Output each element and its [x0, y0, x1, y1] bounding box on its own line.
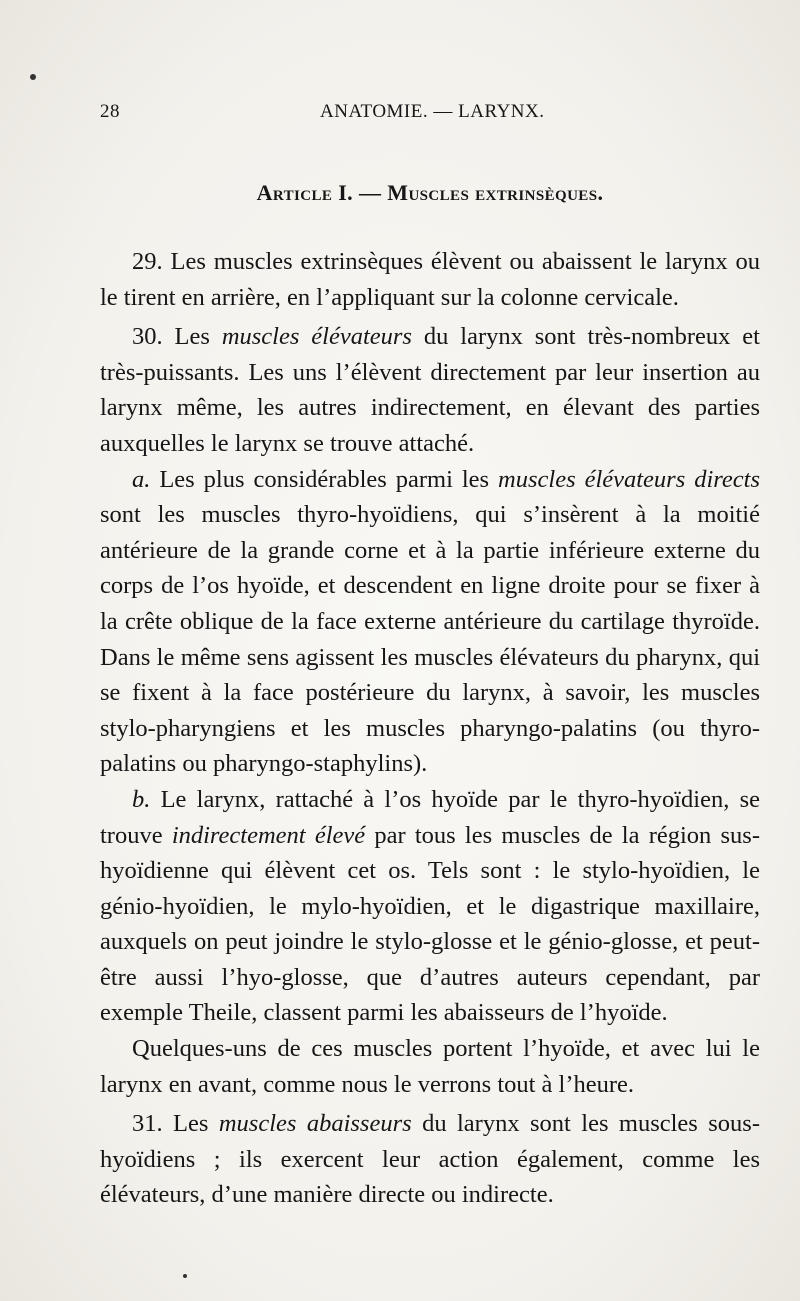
paragraph-29-text: 29. Les muscles extrinsèques élèvent ou abaissent le larynx ou le tirent en arrière, en l’appliquant sur la colonne cervicale. — [100, 248, 760, 311]
paragraph-30 — [100, 319, 760, 461]
ink-speck — [30, 74, 36, 80]
paragraph-b — [100, 782, 760, 1031]
paragraph-b-start: Le larynx, rattaché à l’os hyoïde par le thyro-hyoïdien, se trouve — [100, 785, 760, 849]
paragraph-a-emphasis: muscles élévateurs directs — [498, 465, 760, 493]
paragraph-b-emphasis: indirectement élevé — [171, 821, 366, 849]
paragraph-a-start: Les plus considérables parmi les — [150, 465, 499, 493]
paragraph-31-emphasis: muscles abaisseurs — [218, 1110, 412, 1138]
page-number: 28 — [100, 101, 120, 122]
paragraph-b-end: par tous les muscles de la région sus-hyoïdienne qui élèvent cet os. Tels sont : le stylo-hyoïdien, le génio-hyoïdien, le mylo-hyoïdien, et le digastrique maxillaire, auxquels on peut joindre le stylo-glosse et le génio-glosse, et peut-être aussi l’hyo-glosse, que d’autres auteurs cependant, par exemple Theile, classent parmi les abaisseurs de l’hyoïde. — [100, 821, 760, 1027]
paragraph-quelques-text: Quelques-uns de ces muscles portent l’hyoïde, et avec lui le larynx en avant, comme nous le verrons tout à l’heure. — [100, 1035, 760, 1098]
paragraph-29 — [100, 244, 760, 315]
paragraph-30-start: 30. Les — [132, 323, 222, 351]
ink-speck — [183, 1274, 187, 1278]
paragraph-a-end: sont les muscles thyro-hyoïdiens, qui s’insèrent à la moitié antérieure de la grande corne et à la partie inférieure externe du corps de l’os hyoïde, et descendent en ligne droite pour se fixer à la crête oblique de la face externe antérieure du cartilage thyroïde. Dans le même sens agissent les muscles élévateurs du pharynx, qui se fixent à la face postérieure du larynx, à savoir, les muscles stylo-pharyngiens et les muscles pharyngo-palatins (ou thyro-palatins ou pharyngo-staphylins). — [100, 501, 760, 778]
paragraph-31 — [100, 1106, 760, 1213]
paragraph-quelques — [100, 1031, 760, 1102]
paragraph-30-end: du larynx sont très-nombreux et très-puissants. Les uns l’élèvent directement par leur insertion au larynx même, les autres indirectement, en élevant des parties auxquelles le larynx se trouve attaché. — [100, 323, 760, 457]
paragraph-31-end: du larynx sont les muscles sous-hyoïdiens ; ils exercent leur action également, comme les élévateurs, d’une manière directe ou indirecte. — [100, 1110, 760, 1209]
paragraph-a-marker: a. — [132, 465, 151, 493]
section-title: Article I. — Muscles extrinsèques. — [256, 180, 604, 205]
paragraph-b-marker: b. — [132, 785, 151, 813]
paragraph-30-emphasis: muscles élévateurs — [221, 323, 412, 351]
paragraph-31-start: 31. Les — [132, 1110, 219, 1138]
running-title: ANATOMIE. — LARYNX. — [320, 101, 545, 122]
paragraph-a — [100, 462, 760, 782]
page-header — [100, 101, 760, 131]
body-text — [100, 244, 760, 1213]
